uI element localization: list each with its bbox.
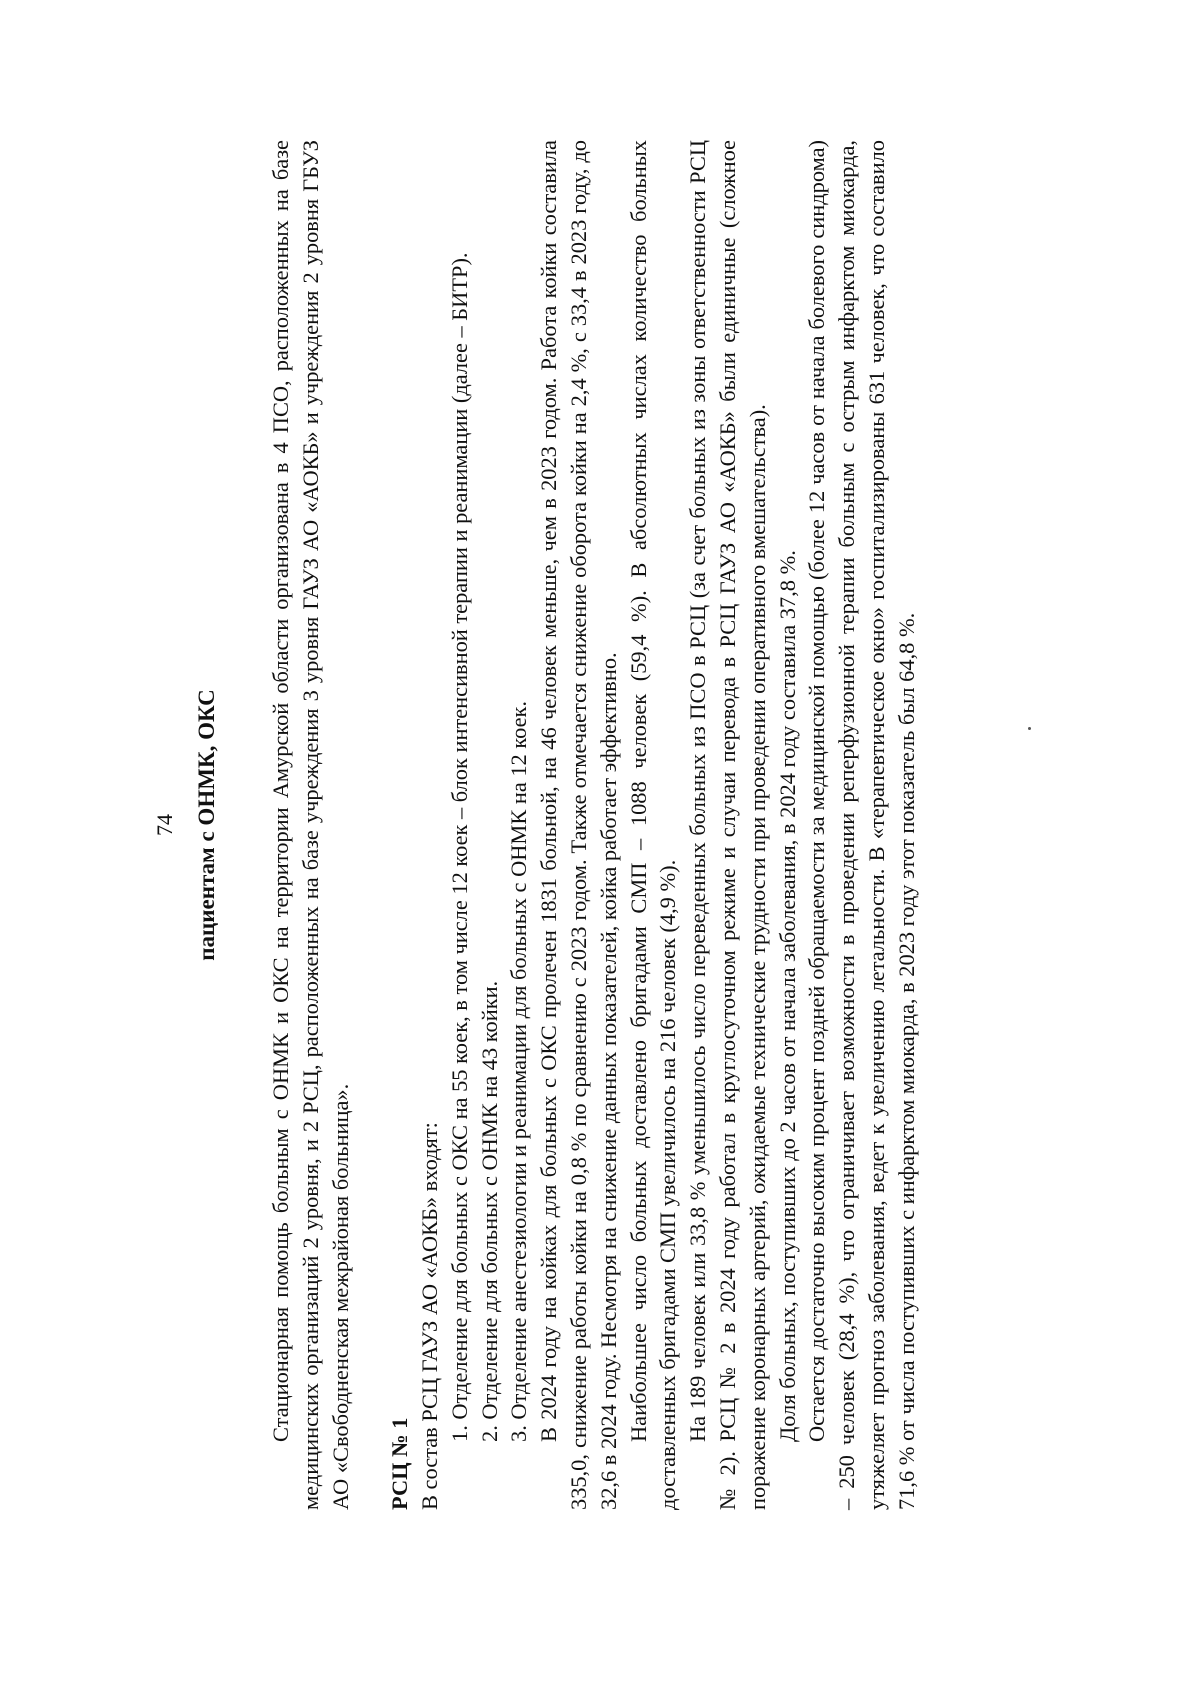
document-body (266, 140, 922, 1510)
paragraph-intro: Стационарная помощь больным с ОНМК и ОКС на территории Амурской области организована в 4 ПСО, расположенных на базе медицинских организаций 2 уровня, и 2 РСЦ, расположенных на базе учреждения 3 уровня ГАУЗ АО «АОКБ» и учреждения 2 уровня ГБУЗ АО «Свободненская межрайоная больница». (268, 140, 353, 1510)
subsection-heading: РСЦ № 1 (387, 1417, 413, 1510)
paragraph-bed-stats: В 2024 году на койках для больных с ОКС пролечен 1831 больной, на 46 человек меньше, чем в 2023 годом. Работа койки составила 335,0, снижение работы койки на 0,8 % по сравнению с 2023 годом. Также отмечается снижение оборота койки на 2,4 %, с 33,4 в 2023 году, до 32,6 в 2024 году. Несмотря на снижение данных показателей, койка работает эффективно. (536, 140, 621, 1510)
scan-speck (1028, 727, 1031, 730)
page-number: 74 (152, 814, 177, 836)
list-item: 1. Отделение для больных с ОКС на 55 коек, в том числе 12 коек – блок интенсивной терапии и реанимации (далее – БИТР). (446, 252, 472, 1442)
paragraph-composition: В состав РСЦ ГАУЗ АО «АОКБ» входят: (416, 1122, 442, 1510)
paragraph-early-admission: Доля больных, поступивших до 2 часов от начала заболевания, в 2024 году составила 37,8 %. (774, 550, 800, 1442)
list-item: 2. Отделение для больных с ОНМК на 43 койки. (476, 980, 502, 1442)
list-item: 3. Отделение анестезиологии и реанимации для больных с ОНМК на 12 коек. (506, 701, 532, 1442)
paragraph-ambulance: Наибольшее число больных доставлено бригадами СМП – 1088 человек (59,4 %). В абсолютных числах количество больных доставленных бригадами СМП увеличилось на 216 человек (4,9 %). (625, 140, 681, 1510)
section-title: пациентам с ОНМК, ОКС (194, 689, 219, 961)
paragraph-late-admission: Остается достаточно высоким процент поздней обращаемости за медицинской помощью (более 12 часов от начала болевого синдрома) – 250 человек (28,4 %), что ограничивает возможности в проведении реперфузионной терапии больным с острым инфарктом миокарда, утяжеляет прогноз заболевания, ведет к увеличению летальности. В «терапевтическое окно» госпитализированы 631 человек, что составило 71,6 % от числа поступивших с инфарктом миокарда, в 2023 году этот показатель был 64,8 %. (804, 140, 919, 1510)
paragraph-transfers: На 189 человек или 33,8 % уменьшилось число переведенных больных из ПСО в РСЦ (за счет больных из зоны ответственности РСЦ № 2). РСЦ № 2 в 2024 году работал в круглосуточном режиме и случаи перевода в РСЦ ГАУЗ АО «АОКБ» были единичные (сложное поражение коронарных артерий, ожидаемые технические трудности при проведении оперативного вмешательства). (685, 140, 770, 1510)
rotated-document-page (140, 140, 1100, 1510)
